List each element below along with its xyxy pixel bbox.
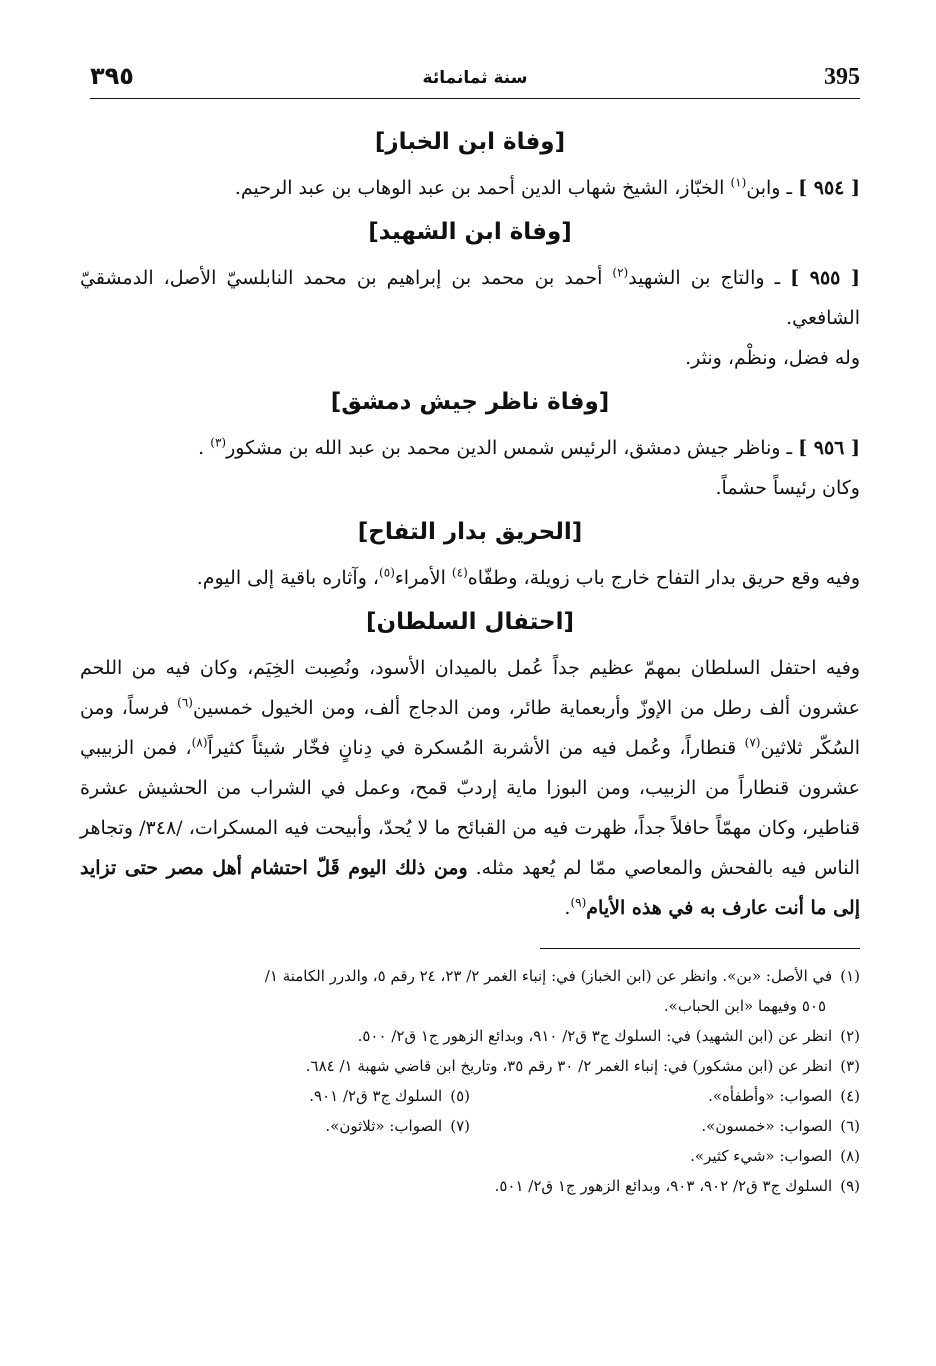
footnote-ref[interactable]: (١) [730,175,747,190]
entry-text: وابن [746,177,781,199]
footnote-ref[interactable]: (٥) [379,565,395,580]
page-number-arabic: ٣٩٥ [90,62,134,90]
footnotes [80,961,860,1201]
footnote-6 [470,1111,860,1141]
footnote-row-6-7 [80,1111,860,1141]
paragraph-text: قنطاراً، وعُمل فيه من الأشربة المُسكرة في دِنانٍ فخّار شيئاً كثيراً [207,737,737,759]
entry-956-extra: وكان رئيساً حشماً. [715,477,860,499]
running-title: سنة ثمانمائة [422,68,528,88]
footnote-3 [80,1051,860,1081]
footnote-text: انظر عن (ابن الشهيد) في: السلوك ج٣ ق٢/ ٩١٠، وبدائع الزهور ج١ ق٢/ ٥٠٠. [357,1027,833,1045]
footnote-ref[interactable]: (٧) [744,735,761,750]
section-heading-sultan-celebration: [احتفال السلطان] [365,609,574,635]
footnote-ref[interactable]: (٣) [210,435,227,450]
entry-text: . [198,437,205,459]
footnote-text: السلوك ج٣ ق٢/ ٩٠٢، ٩٠٣، وبدائع الزهور ج١ ق٢/ ٥٠١. [494,1177,833,1195]
footnote-ref[interactable]: (٤) [451,565,468,580]
entry-955 [80,258,860,338]
entry-number: [ ٩٥٤ ] [798,177,860,199]
section-heading-nazir-jaysh-dimashq: [وفاة ناظر جيش دمشق] [330,389,610,415]
footnote-text: انظر عن (ابن مشكور) في: إنباء الغمر ٢/ ٣٠ رقم ٣٥، وتاريخ ابن قاضي شهبة ١/ ٦٨٤. [305,1057,833,1075]
paragraph-text: فرساً، ومن السُكّر ثلاثين [80,697,860,759]
entry-text: أحمد بن محمد بن إبراهيم بن محمد النابلسيّ الأصل، الدمشقيّ الشافعي. [80,267,860,329]
entry-text: الخبّاز، الشيخ شهاب الدين أحمد بن عبد الوهاب بن عبد الرحيم. [234,177,725,199]
footnote-number: (١) [840,967,860,985]
footnote-8 [80,1141,860,1171]
section-heading-ibn-al-khabbaz: [وفاة ابن الخباز] [374,129,566,155]
paragraph-text: الأمراء [394,567,446,589]
footnote-4 [470,1081,860,1111]
bold-statement: ومن ذلك اليوم قَلّ احتشام أهل مصر حتى تزايد إلى ما أنت عارف به في هذه الأيام [80,857,860,919]
footnote-text: الصواب: «وأطفأه». [708,1087,833,1105]
entry-text: وناظر جيش دمشق، الرئيس شمس الدين محمد بن عبد الله بن مشكور [226,437,781,459]
footnote-number: (٣) [840,1057,860,1075]
footnote-5 [80,1081,470,1111]
footnote-number: (٧) [450,1117,470,1135]
footnote-1 [80,961,860,991]
paragraph-text: . [564,897,571,919]
entry-955-extra: وله فضل، ونظْم، ونثر. [685,347,860,369]
page-number-latin: 395 [824,64,860,90]
footnote-text: الصواب: «ثلاثون». [325,1117,443,1135]
footnote-separator [540,948,860,949]
footnote-number: (٦) [840,1117,860,1135]
entry-dash: ـ [786,437,793,459]
footnote-text: في الأصل: «بن». وانظر عن (ابن الخباز) في: إنباء الغمر ٢/ ٢٣، ٢٤ رقم ٥، والدرر الكامنة ١/ [264,967,833,985]
footnote-2 [80,1021,860,1051]
footnote-number: (٨) [840,1147,860,1165]
paragraph-text: وفيه وقع حريق بدار التفاح خارج باب زويلة، وطفّاه [467,567,860,589]
paragraph-text: وفيه احتفل السلطان بمهمّ عظيم جداً عُمل بالميدان الأسود، ونُصِبت الخِيَم، وكان فيه من اللحم عشرون ألف رطل من الإوزّ وأربعماية طائر، ومن الدجاج ألف، ومن الخيول خمسين [80,657,860,719]
footnote-text: السلوك ج٣ ق٢/ ٩٠١. [309,1087,443,1105]
celebration-paragraph [80,648,860,928]
footnote-1-continued: ٥٠٥ وفيهما «ابن الحباب». [663,997,826,1015]
footnote-number: (٥) [450,1087,470,1105]
page-header [90,62,860,99]
footnote-number: (٢) [840,1027,860,1045]
entry-954 [80,168,860,208]
footnote-number: (٩) [840,1177,860,1195]
entry-number: [ ٩٥٦ ] [798,437,860,459]
footnote-9 [80,1171,860,1201]
footnote-text: الصواب: «شيء كثير». [690,1147,833,1165]
entry-text: والتاج بن الشهيد [628,267,765,289]
footnote-text: الصواب: «خمسون». [701,1117,833,1135]
footnote-ref[interactable]: (٢) [612,265,629,280]
footnote-ref[interactable]: (٦) [177,695,193,710]
footnote-number: (٤) [840,1087,860,1105]
paragraph-text: ، فمن الزبيبي عشرون قنطاراً من الزبيب، ومن البوزا ماية إردبّ قمح، وعمل في الشراب من الحشيش عشرة قناطير، وكان مهمّاً حافلاً جداً، ظهرت فيه من القبائح ما لا يُحدّ، وأبيحت فيه المسكرات، /٣٤٨/ وتجاهر الناس فيه بالفحش والمعاصي ممّا لم يُعهد مثله. [80,737,861,879]
main-content [80,118,860,1201]
fire-paragraph [80,558,860,598]
footnote-ref[interactable]: (٨) [191,735,208,750]
footnote-ref[interactable]: (٩) [570,895,587,910]
section-heading-fire: [الحريق بدار التفاح] [357,519,583,545]
entry-number: [ ٩٥٥ ] [790,267,860,289]
paragraph-text: ، وآثاره باقية إلى اليوم. [196,567,380,589]
entry-dash: ـ [774,267,781,289]
section-heading-ibn-al-shahid: [وفاة ابن الشهيد] [368,219,572,245]
footnote-7 [80,1111,470,1141]
entry-956 [80,428,860,468]
entry-dash: ـ [786,177,793,199]
footnote-row-4-5 [80,1081,860,1111]
